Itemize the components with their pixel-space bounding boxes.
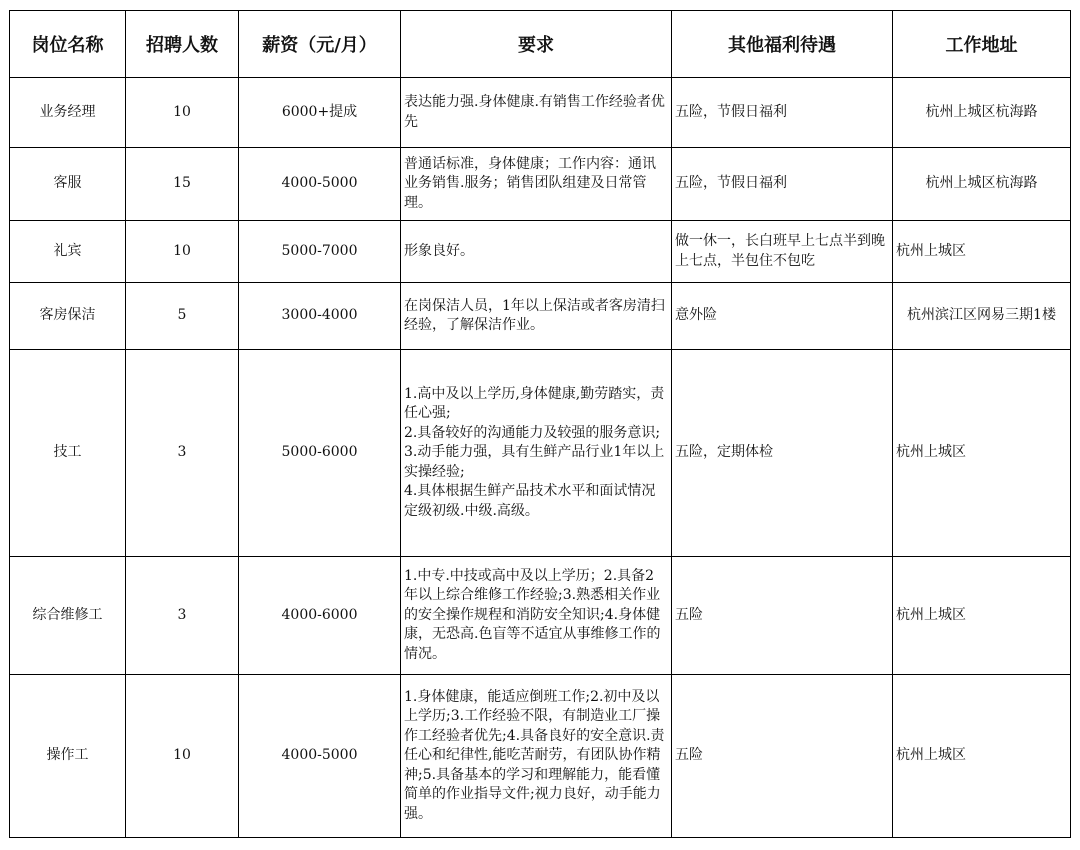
cell-benefits: 五险，节假日福利 [672, 78, 893, 148]
cell-position: 操作工 [10, 675, 126, 838]
cell-position: 综合维修工 [10, 557, 126, 675]
cell-salary: 5000-7000 [239, 221, 401, 283]
cell-address: 杭州上城区 [893, 350, 1071, 557]
header-requirements: 要求 [401, 11, 672, 78]
table-row [10, 148, 1071, 221]
cell-count: 3 [126, 557, 239, 675]
cell-requirements: 普通话标准，身体健康；工作内容：通讯业务销售.服务；销售团队组建及日常管理。 [401, 148, 672, 221]
cell-position: 技工 [10, 350, 126, 557]
cell-position: 客房保洁 [10, 283, 126, 350]
table-row [10, 78, 1071, 148]
header-position: 岗位名称 [10, 11, 126, 78]
table-row [10, 283, 1071, 350]
cell-count: 15 [126, 148, 239, 221]
cell-address: 杭州上城区 [893, 557, 1071, 675]
cell-salary: 5000-6000 [239, 350, 401, 557]
cell-address: 杭州上城区杭海路 [893, 78, 1071, 148]
cell-position: 礼宾 [10, 221, 126, 283]
requirement-line: 2.具备较好的沟通能力及较强的服务意识; [404, 424, 661, 441]
cell-position: 业务经理 [10, 78, 126, 148]
cell-count: 5 [126, 283, 239, 350]
cell-address: 杭州上城区 [893, 675, 1071, 838]
cell-requirements: 1.身体健康，能适应倒班工作;2.初中及以上学历;3.工作经验不限，有制造业工厂操作工经验者优先;4.具备良好的安全意识.责任心和纪律性,能吃苦耐劳，有团队协作精神;5.具备基本的学习和理解能力，能看懂简单的作业指导文件;视力良好，动手能力强。 [401, 675, 672, 838]
cell-requirements: 形象良好。 [401, 221, 672, 283]
cell-address: 杭州上城区 [893, 221, 1071, 283]
cell-count: 10 [126, 675, 239, 838]
cell-position: 客服 [10, 148, 126, 221]
cell-benefits: 意外险 [672, 283, 893, 350]
cell-benefits: 做一休一，长白班早上七点半到晚上七点，半包住不包吃 [672, 221, 893, 283]
table-row [10, 350, 1071, 557]
cell-salary: 4000-6000 [239, 557, 401, 675]
cell-salary: 4000-5000 [239, 675, 401, 838]
cell-salary: 6000+提成 [239, 78, 401, 148]
cell-address: 杭州上城区杭海路 [893, 148, 1071, 221]
cell-requirements: 1.中专.中技或高中及以上学历；2.具备2年以上综合维修工作经验;3.熟悉相关作业的安全操作规程和消防安全知识;4.身体健康，无恐高.色盲等不适宜从事维修工作的情况。 [401, 557, 672, 675]
cell-requirements: 表达能力强.身体健康.有销售工作经验者优先 [401, 78, 672, 148]
header-benefits: 其他福利待遇 [672, 11, 893, 78]
table-row [10, 675, 1071, 838]
cell-benefits: 五险，节假日福利 [672, 148, 893, 221]
job-table [9, 10, 1071, 838]
cell-benefits: 五险，定期体检 [672, 350, 893, 557]
header-row [10, 11, 1071, 78]
requirement-line: 1.高中及以上学历,身体健康,勤劳踏实，责任心强; [404, 385, 665, 422]
cell-salary: 3000-4000 [239, 283, 401, 350]
table-row [10, 557, 1071, 675]
header-address: 工作地址 [893, 11, 1071, 78]
cell-requirements: 在岗保洁人员，1年以上保洁或者客房清扫经验，了解保洁作业。 [401, 283, 672, 350]
cell-salary: 4000-5000 [239, 148, 401, 221]
cell-count: 10 [126, 221, 239, 283]
header-count: 招聘人数 [126, 11, 239, 78]
requirement-line: 4.具体根据生鲜产品技术水平和面试情况定级初级.中级.高级。 [404, 483, 656, 519]
cell-benefits: 五险 [672, 557, 893, 675]
cell-count: 3 [126, 350, 239, 557]
cell-address: 杭州滨江区网易三期1楼 [893, 283, 1071, 350]
table-row [10, 221, 1071, 283]
requirement-line: 3.动手能力强，具有生鲜产品行业1年以上实操经验; [404, 444, 665, 480]
header-salary: 薪资（元/月） [239, 11, 401, 78]
cell-benefits: 五险 [672, 675, 893, 838]
cell-requirements [401, 350, 672, 557]
cell-count: 10 [126, 78, 239, 148]
